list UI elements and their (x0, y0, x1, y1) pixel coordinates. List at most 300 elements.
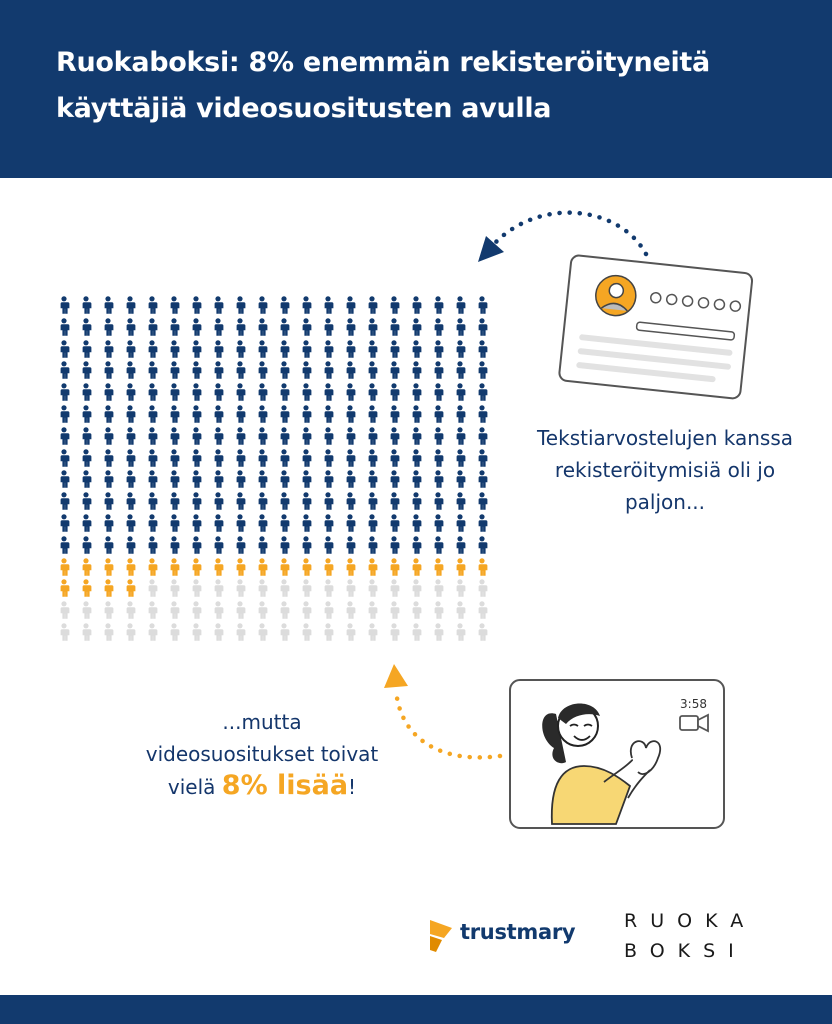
person-icon (146, 536, 158, 554)
person-icon (80, 405, 92, 423)
person-icon (300, 492, 312, 510)
person-icon (58, 318, 70, 336)
person-icon (410, 383, 422, 401)
person-icon (124, 383, 136, 401)
person-icon (234, 623, 246, 641)
ruokaboksi-line-2: BOKSI (624, 940, 747, 962)
person-icon (124, 579, 136, 597)
header-banner (0, 0, 832, 178)
person-icon (212, 449, 224, 467)
person-icon (190, 340, 202, 358)
trustmary-mark-icon (428, 918, 454, 954)
video-reviews-caption (112, 706, 412, 803)
person-icon (256, 318, 268, 336)
person-icon (146, 405, 158, 423)
person-icon (80, 427, 92, 445)
person-icon (454, 427, 466, 445)
person-icon (432, 492, 444, 510)
person-icon (102, 427, 114, 445)
person-icon (300, 558, 312, 576)
person-icon (388, 427, 400, 445)
person-icon (322, 296, 334, 314)
person-icon (146, 340, 158, 358)
person-icon (388, 623, 400, 641)
person-icon (58, 601, 70, 619)
person-icon (410, 449, 422, 467)
person-icon (58, 579, 70, 597)
text-reviews-caption: Tekstiarvostelujen kanssa rekisteröitymisiä oli jo paljon... (536, 426, 794, 514)
person-icon (168, 601, 180, 619)
person-icon (80, 536, 92, 554)
person-icon (388, 470, 400, 488)
person-icon (432, 470, 444, 488)
person-icon (234, 383, 246, 401)
person-icon (476, 383, 488, 401)
person-icon (388, 601, 400, 619)
person-icon (190, 601, 202, 619)
person-icon (102, 318, 114, 336)
person-icon (432, 514, 444, 532)
person-icon (124, 514, 136, 532)
person-icon (432, 536, 444, 554)
person-icon (234, 536, 246, 554)
person-icon (102, 470, 114, 488)
person-icon (300, 623, 312, 641)
person-icon (234, 470, 246, 488)
person-icon (278, 318, 290, 336)
caption-suffix: ! (348, 775, 357, 799)
person-icon (58, 427, 70, 445)
person-icon (212, 623, 224, 641)
person-icon (366, 340, 378, 358)
person-icon (410, 470, 422, 488)
person-icon (256, 340, 268, 358)
person-icon (476, 536, 488, 554)
person-icon (234, 449, 246, 467)
caption-line-1: ...mutta (222, 710, 302, 734)
person-icon (278, 579, 290, 597)
caption-line-2: videosuositukset toivat (145, 742, 379, 766)
person-icon (344, 427, 356, 445)
person-icon (168, 579, 180, 597)
person-icon (190, 492, 202, 510)
person-icon (432, 405, 444, 423)
person-icon (322, 318, 334, 336)
person-icon (146, 361, 158, 379)
person-icon (366, 427, 378, 445)
person-icon (124, 536, 136, 554)
person-icon (58, 623, 70, 641)
person-icon (388, 340, 400, 358)
person-icon (410, 296, 422, 314)
person-icon (80, 558, 92, 576)
person-icon (212, 427, 224, 445)
person-icon (410, 601, 422, 619)
person-icon (366, 514, 378, 532)
footer-bar (0, 995, 832, 1024)
person-icon (454, 492, 466, 510)
highlight-percent: 8% lisää (221, 770, 349, 801)
person-icon (432, 361, 444, 379)
person-icon (80, 449, 92, 467)
person-icon (366, 623, 378, 641)
person-icon (80, 470, 92, 488)
person-icon (80, 383, 92, 401)
person-icon (146, 601, 158, 619)
person-icon (432, 558, 444, 576)
person-icon (454, 623, 466, 641)
person-icon (388, 536, 400, 554)
person-icon (146, 470, 158, 488)
person-icon (80, 514, 92, 532)
person-icon (234, 405, 246, 423)
person-icon (432, 449, 444, 467)
person-icon (168, 623, 180, 641)
person-icon (322, 492, 334, 510)
person-icon (234, 601, 246, 619)
person-icon (124, 340, 136, 358)
person-icon (322, 427, 334, 445)
person-icon (190, 470, 202, 488)
person-icon (432, 623, 444, 641)
person-icon (256, 623, 268, 641)
person-icon (366, 601, 378, 619)
person-icon (58, 405, 70, 423)
person-icon (344, 579, 356, 597)
person-icon (476, 449, 488, 467)
person-icon (344, 558, 356, 576)
video-camera-icon (680, 715, 708, 731)
person-icon (102, 514, 114, 532)
person-icon (454, 296, 466, 314)
person-icon (344, 623, 356, 641)
person-icon (432, 296, 444, 314)
person-icon (300, 318, 312, 336)
person-icon (300, 601, 312, 619)
person-icon (388, 318, 400, 336)
person-icon (146, 449, 158, 467)
person-icon (454, 449, 466, 467)
person-icon (322, 579, 334, 597)
person-icon (102, 623, 114, 641)
person-icon (344, 383, 356, 401)
person-icon (278, 340, 290, 358)
person-icon (146, 492, 158, 510)
caption-prefix: vielä (167, 775, 222, 799)
ruokaboksi-logo (624, 906, 764, 966)
person-icon (278, 383, 290, 401)
person-icon (322, 514, 334, 532)
person-icon (388, 558, 400, 576)
person-icon (322, 601, 334, 619)
person-icon (454, 514, 466, 532)
person-icon (124, 449, 136, 467)
person-icon (168, 492, 180, 510)
person-icon (476, 405, 488, 423)
person-icon (344, 492, 356, 510)
person-icon (476, 492, 488, 510)
person-icon (146, 623, 158, 641)
person-icon (476, 514, 488, 532)
person-icon (190, 405, 202, 423)
person-icon (190, 536, 202, 554)
person-icon (410, 558, 422, 576)
person-icon (256, 558, 268, 576)
person-icon (168, 361, 180, 379)
person-icon (190, 558, 202, 576)
person-icon (300, 514, 312, 532)
person-icon (432, 579, 444, 597)
person-icon (256, 361, 268, 379)
text-review-card-illustration (556, 254, 756, 414)
person-icon (212, 558, 224, 576)
person-icon (410, 427, 422, 445)
person-icon (146, 558, 158, 576)
person-icon (278, 470, 290, 488)
person-icon (102, 296, 114, 314)
person-icon (344, 536, 356, 554)
person-icon (476, 296, 488, 314)
person-icon (146, 427, 158, 445)
person-icon (256, 449, 268, 467)
person-icon (322, 361, 334, 379)
person-icon (432, 318, 444, 336)
person-icon (124, 427, 136, 445)
person-icon (476, 318, 488, 336)
person-icon (278, 514, 290, 532)
person-icon (124, 361, 136, 379)
person-icon (256, 383, 268, 401)
person-icon (234, 514, 246, 532)
person-icon (366, 318, 378, 336)
person-icon (278, 405, 290, 423)
person-icon (278, 558, 290, 576)
person-icon (212, 601, 224, 619)
person-icon (476, 623, 488, 641)
person-icon (256, 536, 268, 554)
person-icon (278, 296, 290, 314)
person-icon (366, 449, 378, 467)
person-icon (256, 296, 268, 314)
person-icon (344, 296, 356, 314)
person-icon (168, 427, 180, 445)
person-icon (300, 536, 312, 554)
person-icon (234, 427, 246, 445)
person-icon (124, 296, 136, 314)
person-icon (58, 470, 70, 488)
person-icon (124, 470, 136, 488)
person-icon (212, 514, 224, 532)
person-icon (190, 427, 202, 445)
person-icon (388, 361, 400, 379)
person-icon (454, 383, 466, 401)
person-icon (278, 449, 290, 467)
person-icon (190, 514, 202, 532)
person-icon (278, 623, 290, 641)
person-icon (190, 383, 202, 401)
person-icon (366, 558, 378, 576)
person-icon (366, 405, 378, 423)
person-icon (212, 318, 224, 336)
person-icon (322, 558, 334, 576)
person-icon (410, 361, 422, 379)
person-icon (278, 361, 290, 379)
person-icon (300, 579, 312, 597)
person-icon (300, 383, 312, 401)
person-icon (102, 601, 114, 619)
person-icon (256, 601, 268, 619)
person-icon (190, 318, 202, 336)
person-icon (168, 449, 180, 467)
person-icon (300, 470, 312, 488)
person-icon (102, 361, 114, 379)
person-icon (124, 601, 136, 619)
person-icon (168, 340, 180, 358)
person-icon (432, 427, 444, 445)
person-icon (124, 558, 136, 576)
person-icon (212, 383, 224, 401)
person-icon (190, 296, 202, 314)
person-icon (58, 536, 70, 554)
person-icon (168, 536, 180, 554)
person-icon (102, 383, 114, 401)
person-icon (212, 492, 224, 510)
person-icon (80, 579, 92, 597)
person-icon (476, 340, 488, 358)
person-icon (410, 536, 422, 554)
person-icon (454, 536, 466, 554)
person-icon (168, 383, 180, 401)
person-icon (476, 427, 488, 445)
person-icon (80, 623, 92, 641)
person-icon (300, 340, 312, 358)
person-icon (146, 318, 158, 336)
person-icon (80, 296, 92, 314)
person-icon (344, 514, 356, 532)
person-icon (432, 601, 444, 619)
person-icon (256, 514, 268, 532)
person-icon (58, 361, 70, 379)
person-icon (234, 558, 246, 576)
page-title: Ruokaboksi: 8% enemmän rekisteröityneitä käyttäjiä videosuositusten avulla (56, 47, 710, 124)
person-icon (234, 361, 246, 379)
person-icon (454, 470, 466, 488)
person-icon (300, 296, 312, 314)
person-icon (366, 470, 378, 488)
person-icon (300, 361, 312, 379)
person-icon (168, 318, 180, 336)
person-icon (234, 318, 246, 336)
trustmary-wordmark: trustmary (460, 920, 576, 944)
people-grid (58, 296, 498, 644)
person-icon (212, 340, 224, 358)
person-icon (212, 361, 224, 379)
person-icon (146, 296, 158, 314)
person-icon (432, 340, 444, 358)
person-icon (410, 340, 422, 358)
person-icon (388, 449, 400, 467)
person-icon (344, 449, 356, 467)
person-icon (234, 296, 246, 314)
person-icon (366, 383, 378, 401)
person-icon (102, 449, 114, 467)
person-icon (278, 427, 290, 445)
person-icon (190, 361, 202, 379)
person-icon (212, 296, 224, 314)
person-icon (432, 383, 444, 401)
video-duration: 3:58 (680, 697, 707, 711)
person-icon (102, 558, 114, 576)
person-icon (58, 558, 70, 576)
person-icon (344, 340, 356, 358)
person-icon (146, 579, 158, 597)
person-icon (278, 536, 290, 554)
person-icon (102, 579, 114, 597)
person-icon (146, 514, 158, 532)
person-icon (256, 470, 268, 488)
person-icon (410, 492, 422, 510)
person-icon (256, 427, 268, 445)
person-icon (476, 579, 488, 597)
person-icon (366, 492, 378, 510)
person-icon (190, 579, 202, 597)
person-icon (58, 383, 70, 401)
person-icon (300, 427, 312, 445)
person-icon (454, 405, 466, 423)
person-icon (80, 318, 92, 336)
ruokaboksi-line-1: RUOKA (624, 910, 757, 932)
person-icon (58, 340, 70, 358)
person-icon (410, 514, 422, 532)
person-icon (124, 492, 136, 510)
person-icon (388, 296, 400, 314)
person-icon (322, 340, 334, 358)
person-icon (344, 318, 356, 336)
person-icon (454, 601, 466, 619)
person-icon (102, 536, 114, 554)
person-icon (388, 405, 400, 423)
person-icon (476, 601, 488, 619)
person-icon (124, 405, 136, 423)
person-icon (344, 601, 356, 619)
person-icon (366, 361, 378, 379)
person-icon (124, 318, 136, 336)
person-icon (322, 405, 334, 423)
person-icon (278, 601, 290, 619)
person-icon (80, 340, 92, 358)
person-icon (344, 405, 356, 423)
person-icon (454, 558, 466, 576)
person-icon (58, 449, 70, 467)
person-icon (454, 361, 466, 379)
person-icon (58, 514, 70, 532)
person-icon (168, 470, 180, 488)
person-icon (388, 383, 400, 401)
person-icon (146, 383, 158, 401)
person-icon (168, 405, 180, 423)
person-icon (168, 296, 180, 314)
person-icon (366, 536, 378, 554)
person-icon (212, 579, 224, 597)
person-icon (278, 492, 290, 510)
person-icon (454, 579, 466, 597)
person-icon (190, 449, 202, 467)
person-icon (344, 470, 356, 488)
person-icon (410, 623, 422, 641)
trustmary-logo (428, 914, 588, 958)
person-icon (256, 492, 268, 510)
person-icon (124, 623, 136, 641)
